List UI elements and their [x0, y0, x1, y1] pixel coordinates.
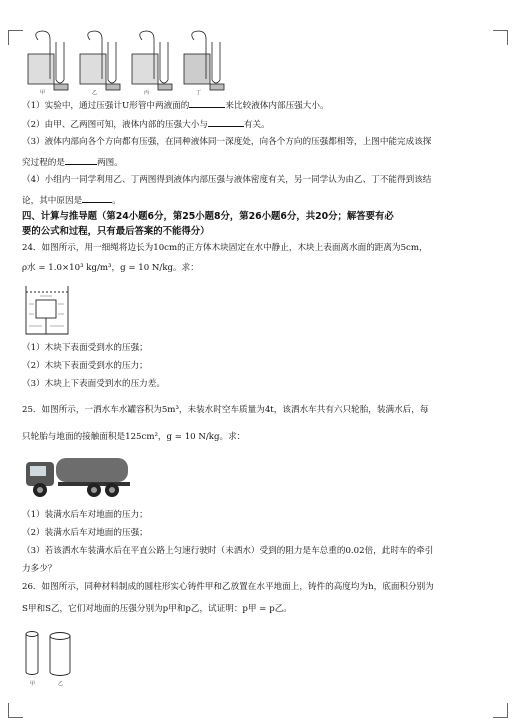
gauge-ding [184, 31, 224, 90]
answer-blank[interactable] [65, 155, 97, 165]
cylinders-figure [22, 628, 82, 688]
figure-label-jia: 甲 [40, 90, 46, 96]
wood-block-figure [24, 284, 70, 336]
answer-blank[interactable] [189, 98, 225, 108]
q24-givens: ρ水 = 1.0×10³ kg/m³，g = 10 N/kg。求： [22, 263, 199, 273]
gauge-jia [28, 31, 68, 90]
corner-mark-top-right [493, 30, 508, 45]
q24-stem: 24．如图所示，用一细绳将边长为10cm的正方体木块固定在水中静止，木块上表面离水面的距离为5cm， [22, 243, 428, 253]
q25-item3-line2: 力多少？ [22, 564, 57, 574]
q25-stem: 25．如图所示，一洒水车水罐容积为5m³，未装水时空车质量为4t，该洒水车共有六只轮胎，装满水后，每 [22, 405, 429, 415]
q23-part3-line2: 究过程的是 两图。 [22, 155, 502, 169]
answer-blank[interactable] [82, 193, 112, 203]
section-heading-line1: 四、计算与推导题（第24小题6分，第25小题8分，第26小题6分，共20分；解答要有必 [22, 211, 394, 222]
corner-mark-bottom-left [8, 703, 23, 718]
gauge-yi [80, 31, 120, 90]
q26-stem: 26．如图所示，同种材料制成的圆柱形实心铸件甲和乙放置在水平地面上，铸件的高度均为h，底面积分别为 [22, 582, 434, 592]
q24-item2: （2）木块下表面受到水的压力； [22, 361, 148, 371]
q23-part1: （1）实验中，通过压强计U形管中两液面的 来比较液体内部压强大小。 [22, 98, 502, 112]
answer-blank[interactable] [208, 117, 244, 127]
q25-item1: （1）装满水后车对地面的压力； [22, 510, 148, 520]
cylinder-label-yi: 乙 [58, 681, 64, 687]
q24-item3: （3）木块上下表面受到水的压力差。 [22, 379, 165, 389]
corner-mark-top-left [8, 30, 23, 45]
q23-part4-line1: （4）小组内一同学利用乙、丁两图得到液体内部压强与液体密度有关，另一同学认为由乙、丁不能得到该结 [22, 175, 432, 185]
figure-label-bing: 丙 [144, 90, 150, 96]
pressure-gauge-figure [26, 30, 236, 96]
q25-stem-line2: 只轮胎与地面的接触面积是125cm²，g = 10 N/kg。求： [22, 432, 246, 442]
q26-line2: S甲和S乙，它们对地面的压强分别为p甲和p乙，试证明：p甲 = p乙。 [22, 604, 292, 614]
corner-mark-bottom-right [493, 703, 508, 718]
section-heading-line2: 要的公式和过程，只有最后答案的不能得分） [22, 226, 210, 237]
q24-item1: （1）木块下表面受到水的压强； [22, 343, 148, 353]
figure-label-yi: 乙 [92, 90, 98, 96]
figure-label-ding: 丁 [196, 90, 202, 96]
gauge-bing [132, 31, 172, 90]
water-truck-figure [24, 452, 136, 500]
cylinder-label-jia: 甲 [30, 681, 36, 687]
q23-part3-line1: （3）液体内部向各个方向都有压强，在同种液体同一深度处，向各个方向的压强都相等，上图中能完成该探 [22, 137, 432, 147]
q23-part4-line2: 论，其中原因是 。 [22, 193, 502, 207]
q25-item3-line1: （3）若该洒水车装满水后在平直公路上匀速行驶时（未洒水）受到的阻力是车总重的0.02倍，此时车的牵引 [22, 546, 434, 556]
q25-item2: （2）装满水后车对地面的压强； [22, 528, 148, 538]
q23-part2: （2）由甲、乙两图可知，液体内部的压强大小与 有关。 [22, 117, 502, 131]
